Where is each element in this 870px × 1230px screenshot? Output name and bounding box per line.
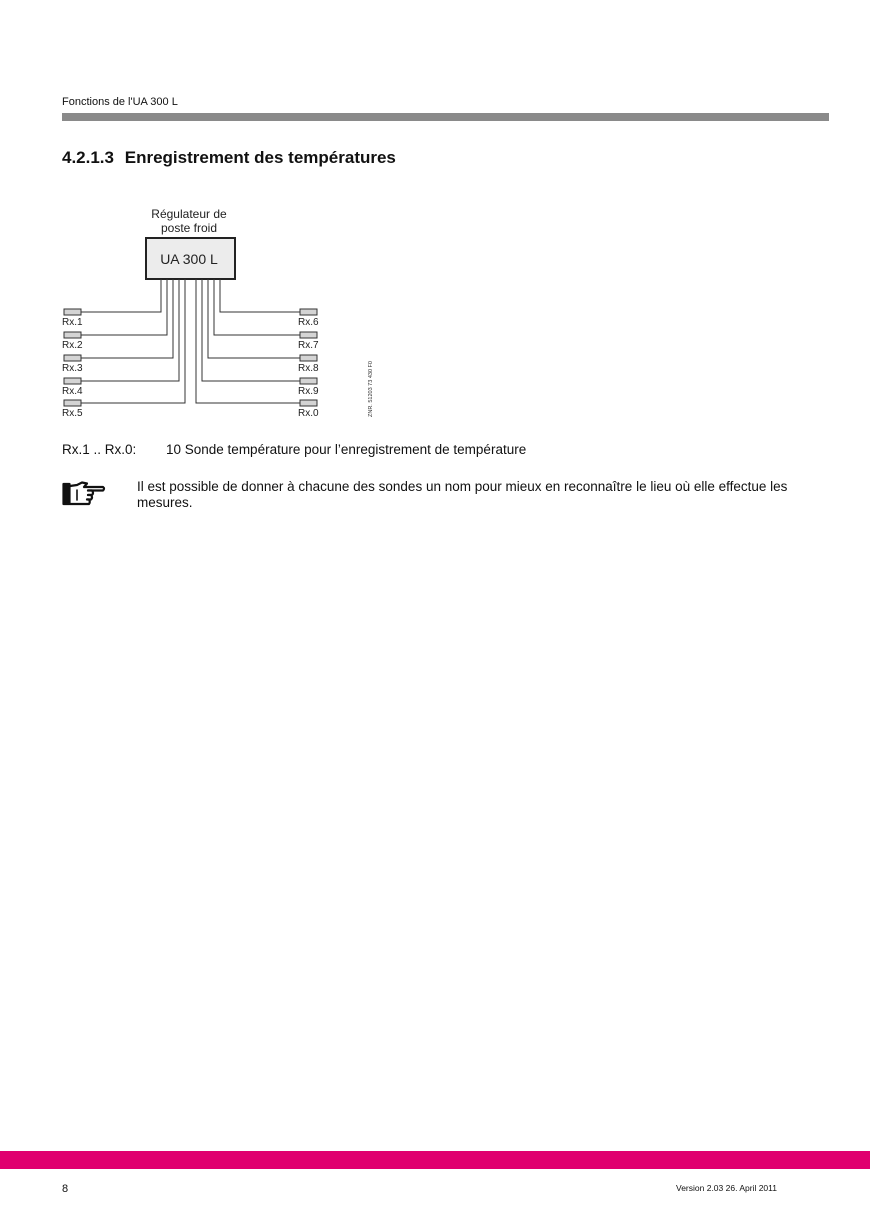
controller-name: UA 300 L: [160, 251, 218, 267]
sensor-label-rx9: Rx.9: [298, 386, 319, 397]
wire-rx3: [80, 279, 173, 358]
wire-rx4: [80, 279, 179, 381]
sensor-rx3: [64, 355, 81, 361]
legend-term: Rx.1 .. Rx.0:: [62, 442, 137, 457]
left-sensors: [62, 309, 83, 419]
sensor-rx1: [64, 309, 81, 315]
right-sensors: [298, 309, 319, 419]
pointing-hand-icon: [62, 481, 106, 507]
controller-caption-line2: poste froid: [160, 221, 218, 235]
sensor-rx7: [300, 332, 317, 338]
sensor-rx2: [64, 332, 81, 338]
version-date: Version 2.03 26. April 2011: [676, 1183, 777, 1193]
right-wires: [196, 279, 300, 403]
sensor-label-rx2: Rx.2: [62, 340, 83, 351]
sensor-rx6: [300, 309, 317, 315]
legend-description: 10 Sonde température pour l’enregistrement de température: [166, 442, 527, 457]
sensor-label-rx6: Rx.6: [298, 317, 319, 328]
sensor-rx5: [64, 400, 81, 406]
sensor-rx0: [300, 400, 317, 406]
sensor-label-rx8: Rx.8: [298, 363, 319, 374]
wire-rx7: [214, 279, 300, 335]
note-text: Il est possible de donner à chacune des sondes un nom pour mieux en reconnaître le lieu où elle effectue les mesures.: [137, 479, 788, 510]
footer-accent-bar: [0, 1151, 870, 1169]
wire-rx9: [202, 279, 300, 381]
wire-rx5: [80, 279, 185, 403]
controller-caption-line1: Régulateur de: [151, 207, 227, 221]
sensor-label-rx7: Rx.7: [298, 340, 319, 351]
figure-code: ZNR. 51203 73 430 F0: [368, 361, 374, 417]
sensor-label-rx5: Rx.5: [62, 408, 83, 419]
sensor-rx8: [300, 355, 317, 361]
sensor-label-rx1: Rx.1: [62, 317, 83, 328]
sensor-label-rx4: Rx.4: [62, 386, 83, 397]
wire-rx1: [80, 279, 161, 312]
wire-rx2: [80, 279, 167, 335]
sensor-rx9: [300, 378, 317, 384]
wire-rx0: [196, 279, 300, 403]
sensor-label-rx0: Rx.0: [298, 408, 319, 419]
section-title: Enregistrement des températures: [124, 148, 396, 167]
page-number: 8: [62, 1183, 69, 1195]
sensor-rx4: [64, 378, 81, 384]
section-number: 4.2.1.3: [62, 148, 114, 167]
diagram-legend: [62, 442, 526, 457]
left-wires: [80, 279, 185, 403]
sensor-wiring-diagram: [0, 0, 870, 430]
running-header-title: Fonctions de l'UA 300 L: [62, 96, 178, 108]
sensor-label-rx3: Rx.3: [62, 363, 83, 374]
wire-rx6: [220, 279, 300, 312]
wire-rx8: [208, 279, 300, 358]
